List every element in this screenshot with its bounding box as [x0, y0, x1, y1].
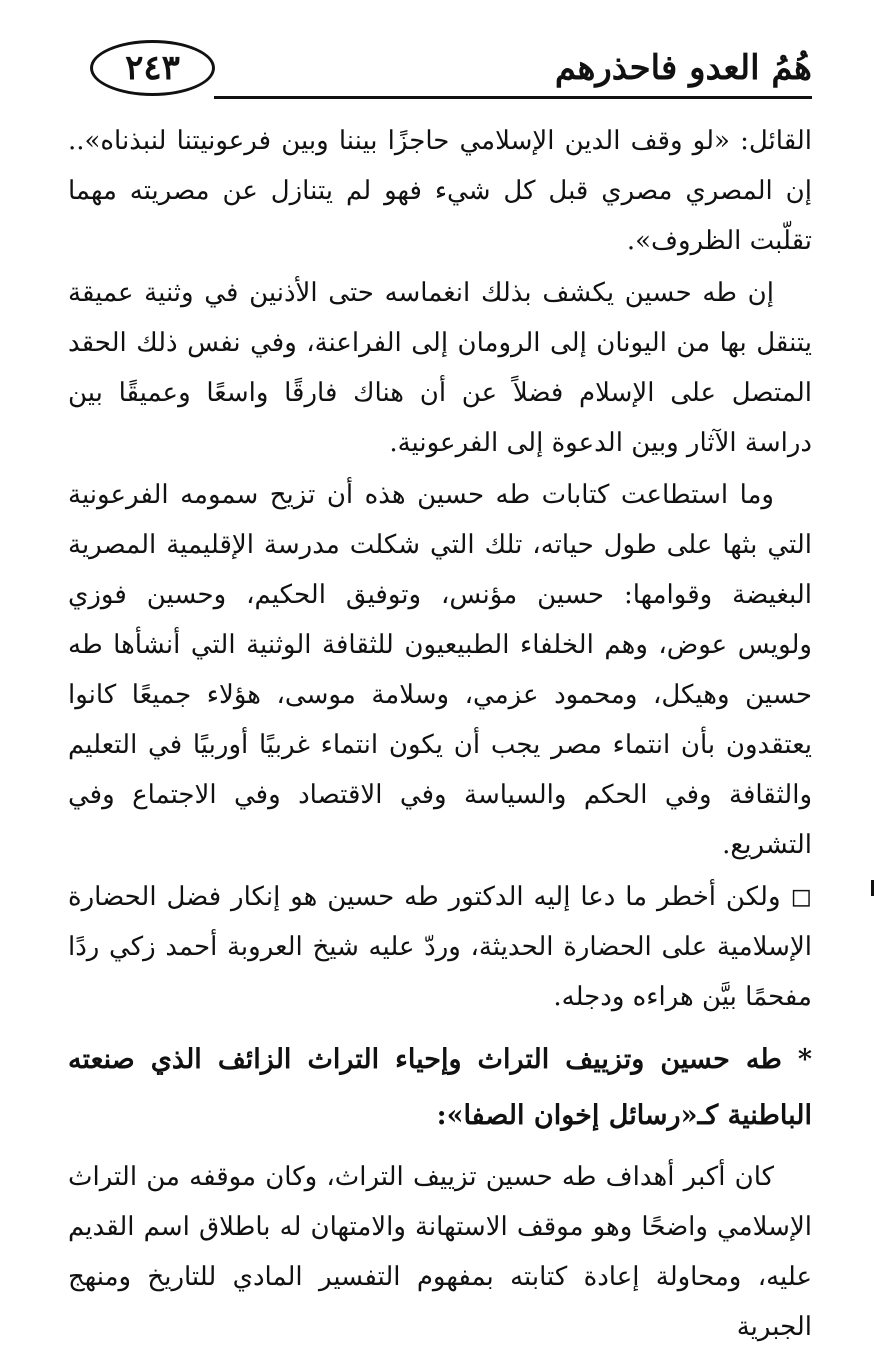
paragraph-regionalism-school: وما استطاعت كتابات طه حسين هذه أن تزيح سمومه الفرعونية التي بثها على طول حياته، تلك التي شكلت مدرسة الإقليمية المصرية البغيضة وقوامها: حسين مؤنس، وتوفيق الحكيم، وحسين فوزي ولويس عوض، وهم الخلفاء الطبيعيون للثقافة الوثنية التي أنشأها طه حسين وهيكل، ومحمود عزمي، وسلامة موسى، هؤلاء جميعًا كانوا يعتقدون بأن انتماء مصر يجب أن يكون انتماء غربيًا أوربيًا في التعليم والثقافة وفي الحكم والسياسة وفي الاقتصاد وفي الاجتماع وفي التشريع.	[68, 480, 812, 860]
header-rule	[214, 96, 812, 99]
paragraph-quote-continuation: القائل: «لو وقف الدين الإسلامي حاجزًا بيننا وبين فرعونيتنا لنبذناه».. إن المصري مصري قبل كل شيء فهو لم يتنازل عن مصريته مهما تقلّبت الظروف».	[68, 126, 812, 256]
paragraph-paganism: إن طه حسين يكشف بذلك انغماسه حتى الأذنين في وثنية عميقة يتنقل بها من اليونان إلى الرومان إلى الفراعنة، وفي نفس ذلك الحقد المتصل على الإسلام فضلاً عن أن هناك فارقًا واسعًا وعميقًا بين دراسة الآثار وبين الدعوة إلى الفرعونية.	[68, 278, 812, 458]
margin-mark	[871, 880, 874, 896]
page-number: ٢٤٣	[90, 40, 215, 96]
running-title: هُمُ العدو فاحذرهم	[554, 48, 812, 88]
page-header	[72, 38, 812, 102]
paragraph-heritage-forgery: كان أكبر أهداف طه حسين تزييف التراث، وكان موقفه من التراث الإسلامي واضحًا وهو موقف الاستهانة والامتهان له باطلاق اسم القديم عليه، ومحاولة إعادة كتابته بمفهوم التفسير المادي للتاريخ ومنهج الجبرية	[68, 1162, 812, 1342]
section-heading: * طه حسين وتزييف التراث وإحياء التراث الزائف الذي صنعته الباطنية كـ«رسائل إخوان الصفا»:	[68, 1044, 812, 1131]
paragraph-civilization-denial: ◻ ولكن أخطر ما دعا إليه الدكتور طه حسين هو إنكار فضل الحضارة الإسلامية على الحضارة الحديثة، وردّ عليه شيخ العروبة أحمد زكي ردًا مفحمًا بيَّن هراءه ودجله.	[68, 882, 812, 1012]
body-text	[68, 116, 812, 1352]
